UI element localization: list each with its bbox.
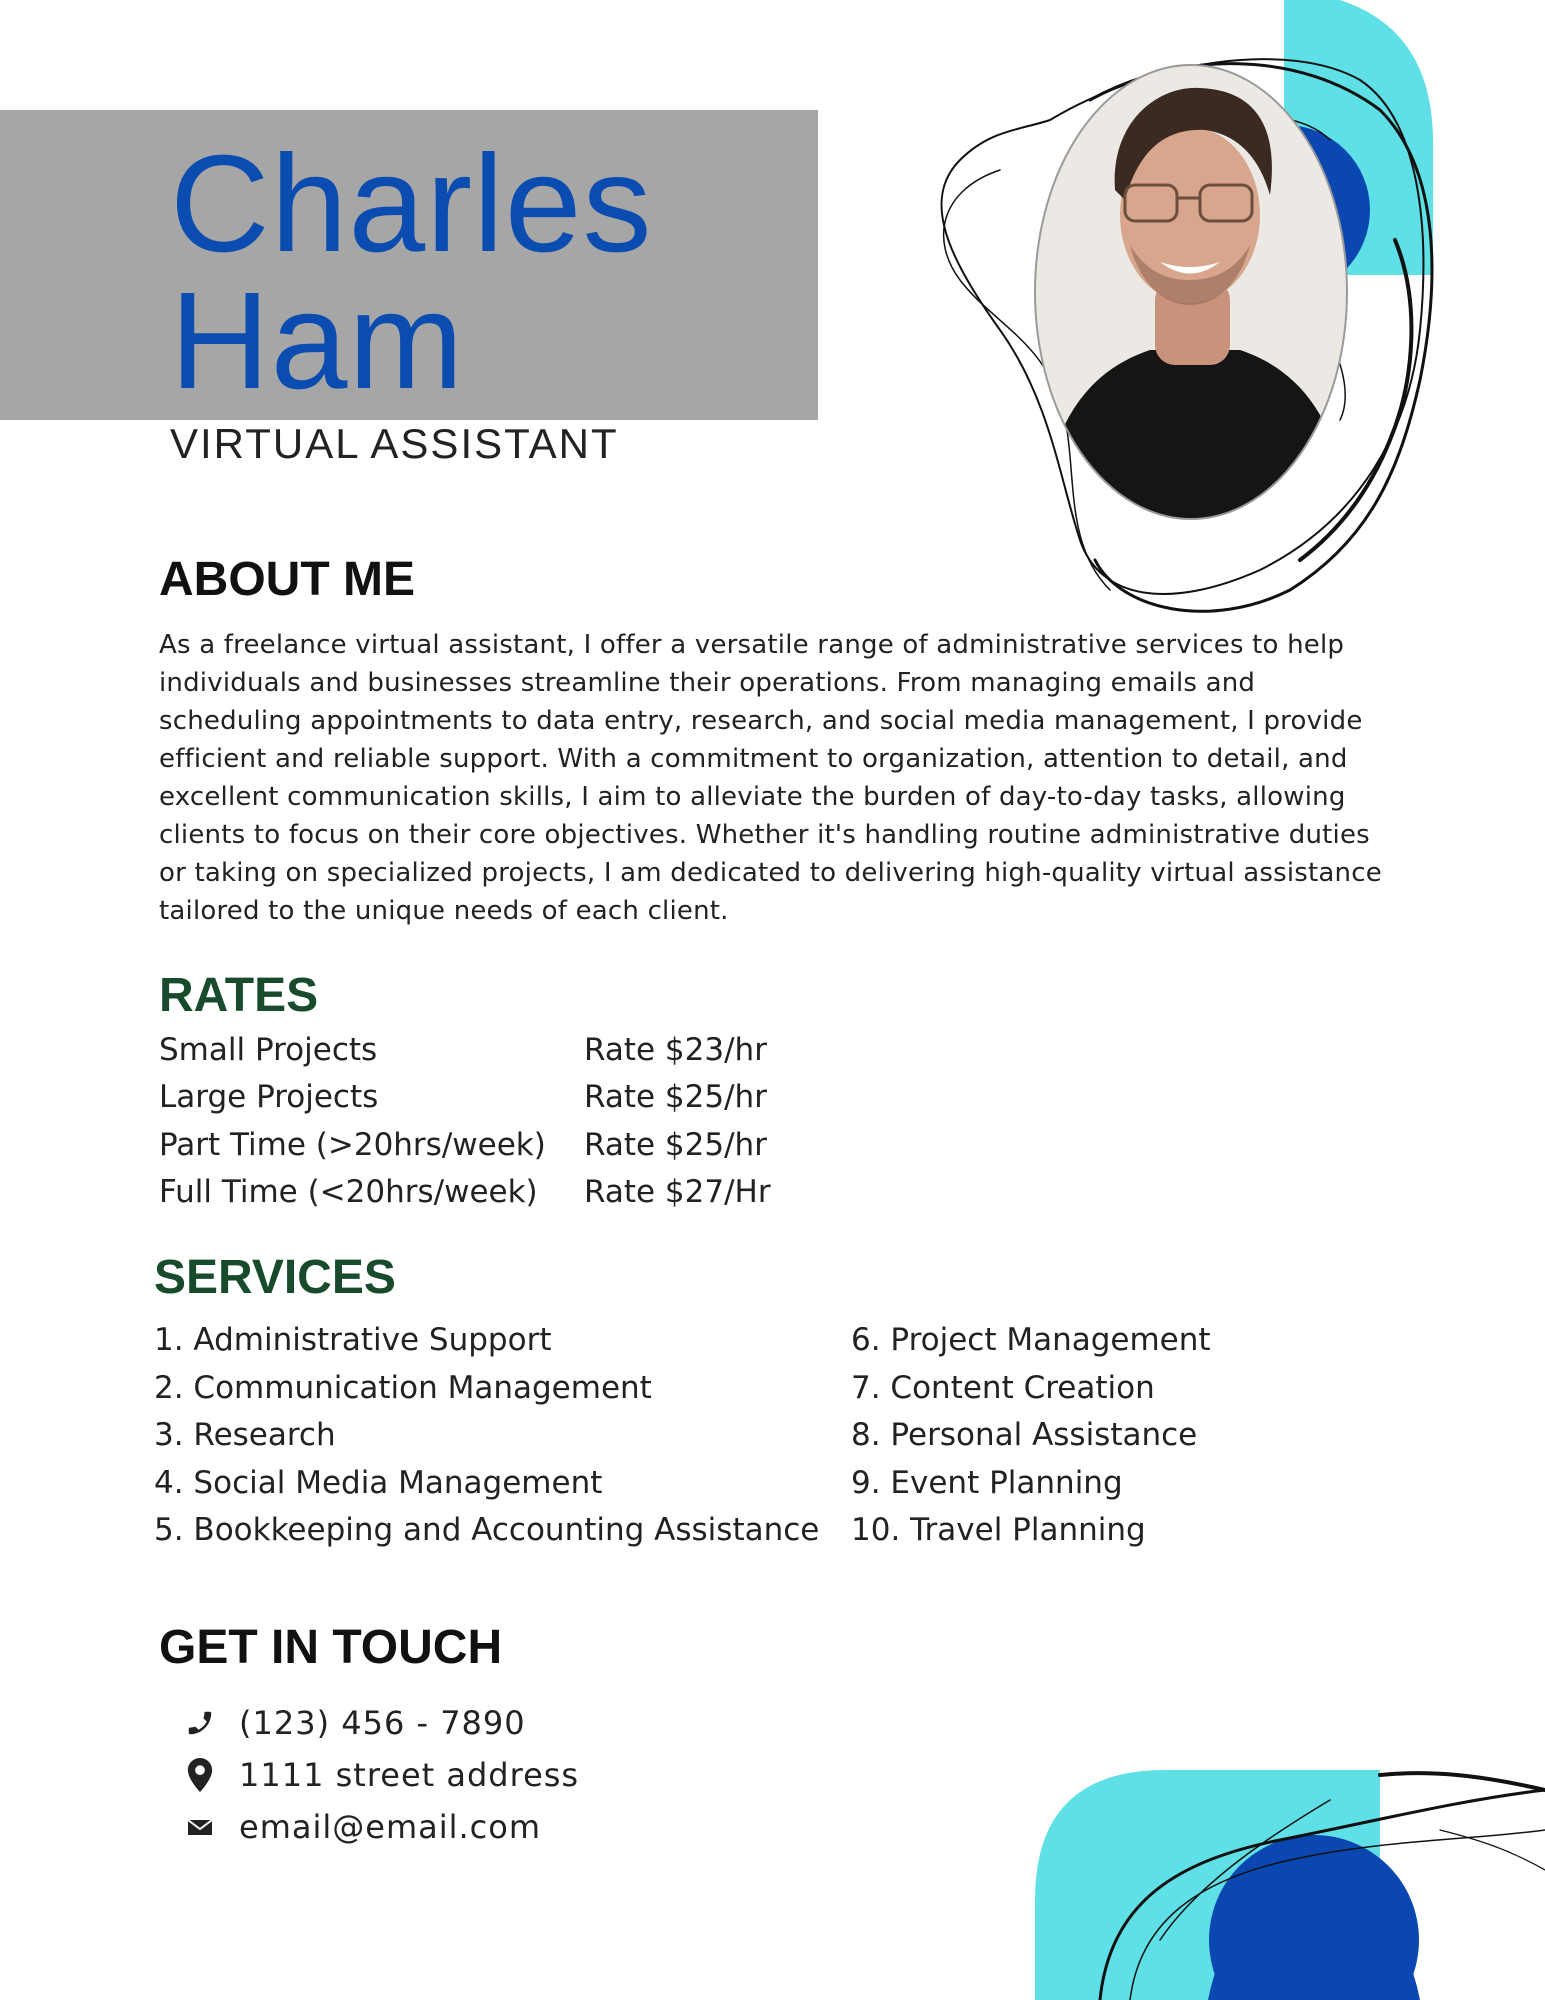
scribble-lines-top — [941, 59, 1431, 611]
services-column-right — [851, 1317, 1211, 1555]
service-item: 7. Content Creation — [851, 1369, 1155, 1406]
service-item: 8. Personal Assistance — [851, 1417, 1198, 1453]
rate-label: Full Time (<20hrs/week) — [159, 1174, 538, 1211]
services-heading: SERVICES — [154, 1251, 396, 1304]
contact-phone[interactable]: (123) 456 - 7890 — [239, 1704, 526, 1742]
service-item: 2. Communication Management — [154, 1369, 652, 1406]
service-item: 10. Travel Planning — [851, 1512, 1146, 1548]
about-text: As a freelance virtual assistant, I offer a versatile range of administrative services to help individuals and businesses streamline their operations. From managing emails and scheduling appointments to data entry, research, and social media management, I provide efficient and reliable support. With a commitment to organization, attention to detail, and excellent communication skills, I aim to alleviate the burden of day-to-day tasks, allowing clients to focus on their core objectives. Whether it's handling routine administrative duties or taking on specialized projects, I am dedicated to delivering high-quality virtual assistance tailored to the unique needs of each client. — [159, 630, 1382, 926]
contact-list — [180, 1697, 579, 1853]
cyan-shape-top — [1284, 0, 1433, 275]
rate-label: Small Projects — [159, 1031, 378, 1068]
job-title: VIRTUAL ASSISTANT — [170, 420, 619, 467]
last-name: Ham — [170, 264, 465, 418]
scribble-lines-bottom — [1100, 1773, 1545, 2000]
contact-address: 1111 street address — [239, 1756, 580, 1794]
rate-row — [159, 1121, 771, 1169]
rate-label: Large Projects — [159, 1079, 379, 1116]
service-item: 9. Event Planning — [851, 1464, 1123, 1501]
service-item: 1. Administrative Support — [154, 1322, 552, 1358]
rates-table — [159, 1026, 771, 1216]
rate-label: Part Time (>20hrs/week) — [159, 1126, 546, 1163]
contact-email-row — [180, 1801, 579, 1853]
contact-email[interactable]: email@email.com — [239, 1808, 542, 1846]
service-item: 4. Social Media Management — [154, 1464, 603, 1501]
phone-icon — [180, 1703, 220, 1743]
contact-phone-row — [180, 1697, 579, 1749]
service-item: 6. Project Management — [851, 1322, 1211, 1358]
about-heading: ABOUT ME — [159, 553, 415, 606]
services-list — [154, 1317, 1211, 1555]
first-name: Charles — [170, 127, 653, 281]
rate-row — [159, 1026, 771, 1074]
cyan-shape-bottom — [1035, 1770, 1380, 2000]
rate-value: Rate $27/Hr — [584, 1174, 771, 1211]
blue-circle-bottom — [1208, 1883, 1420, 2000]
rate-value: Rate $23/hr — [584, 1031, 767, 1068]
location-pin-icon — [180, 1755, 220, 1795]
rate-value: Rate $25/hr — [584, 1126, 767, 1163]
envelope-icon — [180, 1807, 220, 1847]
rate-row — [159, 1169, 771, 1217]
service-item: 5. Bookkeeping and Accounting Assistance — [154, 1512, 820, 1548]
rates-heading: RATES — [159, 969, 319, 1022]
contact-heading: GET IN TOUCH — [159, 1621, 503, 1674]
rate-row — [159, 1074, 771, 1122]
blue-circle-top — [1200, 125, 1370, 295]
portrait-avatar — [1030, 60, 1360, 530]
services-column-left — [154, 1317, 851, 1555]
service-item: 3. Research — [154, 1417, 336, 1453]
contact-address-row — [180, 1749, 579, 1801]
rate-value: Rate $25/hr — [584, 1079, 767, 1116]
